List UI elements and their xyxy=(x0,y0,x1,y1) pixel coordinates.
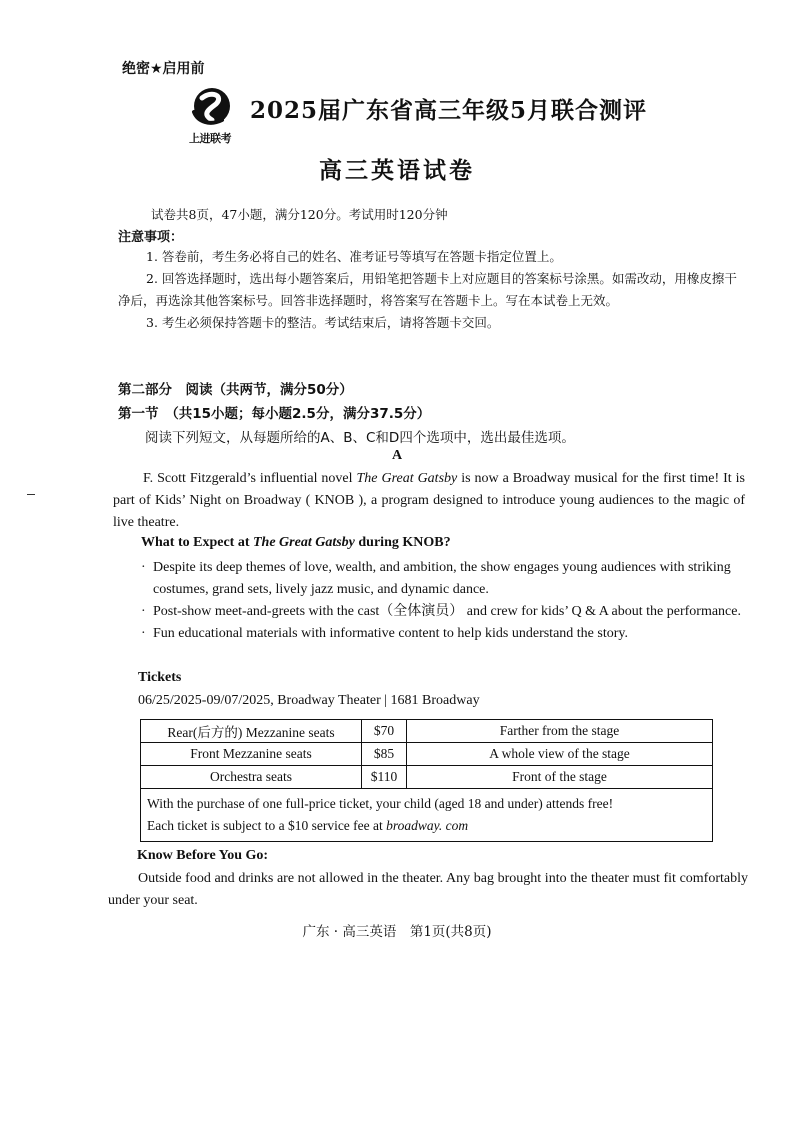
table-row xyxy=(141,743,713,766)
novel-title: The Great Gatsby xyxy=(356,471,458,486)
notice-list xyxy=(118,246,746,334)
description-cell: Farther from the stage xyxy=(407,720,713,743)
bullet-item xyxy=(141,601,747,623)
passage-intro xyxy=(113,468,745,534)
tickets-heading: Tickets xyxy=(138,670,182,685)
ticket-note-2 xyxy=(147,815,706,837)
logo-icon xyxy=(182,86,238,130)
description-cell: A whole view of the stage xyxy=(407,743,713,766)
price-cell: $70 xyxy=(362,720,407,743)
ticket-note-2-text: Each ticket is subject to a $10 service fee at xyxy=(147,818,387,833)
margin-mark xyxy=(27,494,35,495)
publisher-logo xyxy=(182,86,238,144)
bullet-dot-icon: · xyxy=(141,604,146,619)
ticket-table xyxy=(140,719,713,842)
notice-item-3: 3. 考生必须保持答题卡的整洁。考试结束后，请将答题卡交回。 xyxy=(146,315,500,330)
expect-heading-title: The Great Gatsby xyxy=(253,535,355,550)
intro-text-after: is now a Broadway musical for the first time! It is part of Kids’ Night on Broadway ( KNOB ), a program designed to introduce young audiences to the magic of live theatre. xyxy=(113,471,745,530)
exam-title: 2025届广东省高三年级5月联合测评 xyxy=(250,97,648,124)
table-row xyxy=(141,789,713,842)
bullet-item xyxy=(141,623,747,645)
dates-location: 06/25/2025-09/07/2025, Broadway Theater | 1681 Broadway xyxy=(138,693,480,708)
expect-heading-after: during KNOB? xyxy=(354,535,451,550)
instruction-text: 阅读下列短文，从每题所给的A、B、C和D四个选项中，选出最佳选项。 xyxy=(145,430,575,446)
part-heading: 第二部分 阅读（共两节，满分50分） xyxy=(118,382,353,398)
seat-cell: Front Mezzanine seats xyxy=(141,743,362,766)
confidential-label: 绝密★启用前 xyxy=(122,61,205,77)
notice-item-1: 1. 答卷前，考生务必将自己的姓名、准考证号等填写在答题卡指定位置上。 xyxy=(146,249,562,264)
seat-cell: Orchestra seats xyxy=(141,766,362,789)
exam-info: 试卷共8页，47小题，满分120分。考试用时120分钟 xyxy=(151,207,448,222)
page-footer: 广东 · 高三英语 第1页(共8页) xyxy=(302,924,492,940)
price-cell: $85 xyxy=(362,743,407,766)
know-before-heading: Know Before You Go: xyxy=(137,848,269,863)
bullet-dot-icon: · xyxy=(141,560,146,575)
passage-letter: A xyxy=(391,448,403,463)
bullet-text: Post-show meet-and-greets with the cast（全体演员） and crew for kids’ Q & A about the performance. xyxy=(153,604,741,619)
price-cell: $110 xyxy=(362,766,407,789)
paper-title: 高三英语试卷 xyxy=(319,157,475,184)
intro-text-before: F. Scott Fitzgerald’s influential novel xyxy=(143,471,357,486)
table-row xyxy=(141,766,713,789)
seat-cell: Rear(后方的) Mezzanine seats xyxy=(141,720,362,743)
logo-text: 上进联考 xyxy=(189,132,231,145)
know-before-paragraph: Outside food and drinks are not allowed in the theater. Any bag brought into the theater must fit comfortably under your seat. xyxy=(108,871,748,908)
ticket-note-cell xyxy=(141,789,713,842)
section-heading: 第一节 （共15小题；每小题2.5分，满分37.5分） xyxy=(118,406,431,422)
know-before-text xyxy=(108,868,748,912)
bullet-item xyxy=(141,557,747,601)
ticket-note-2-site: broadway. com xyxy=(386,818,469,833)
table-row xyxy=(141,720,713,743)
bullet-text: Fun educational materials with informative content to help kids understand the story. xyxy=(153,626,628,641)
bullet-text: Despite its deep themes of love, wealth, and ambition, the show engages young audiences with striking costumes, grand sets, lively jazz music, and dynamic dance. xyxy=(153,560,731,597)
notice-heading: 注意事项： xyxy=(118,230,184,245)
expect-heading xyxy=(141,535,451,551)
expect-heading-before: What to Expect at xyxy=(141,535,253,550)
bullet-dot-icon: · xyxy=(141,626,146,641)
ticket-note-1: With the purchase of one full-price ticket, your child (aged 18 and under) attends free! xyxy=(147,796,614,811)
notice-item-2: 2. 回答选择题时，选出每小题答案后，用铅笔把答题卡上对应题目的答案标号涂黑。如需改动，用橡皮擦干净后，再选涂其他答案标号。回答非选择题时，将答案写在答题卡上。写在本试卷上无效。 xyxy=(118,271,737,308)
expect-bullet-list xyxy=(141,557,747,645)
description-cell: Front of the stage xyxy=(407,766,713,789)
